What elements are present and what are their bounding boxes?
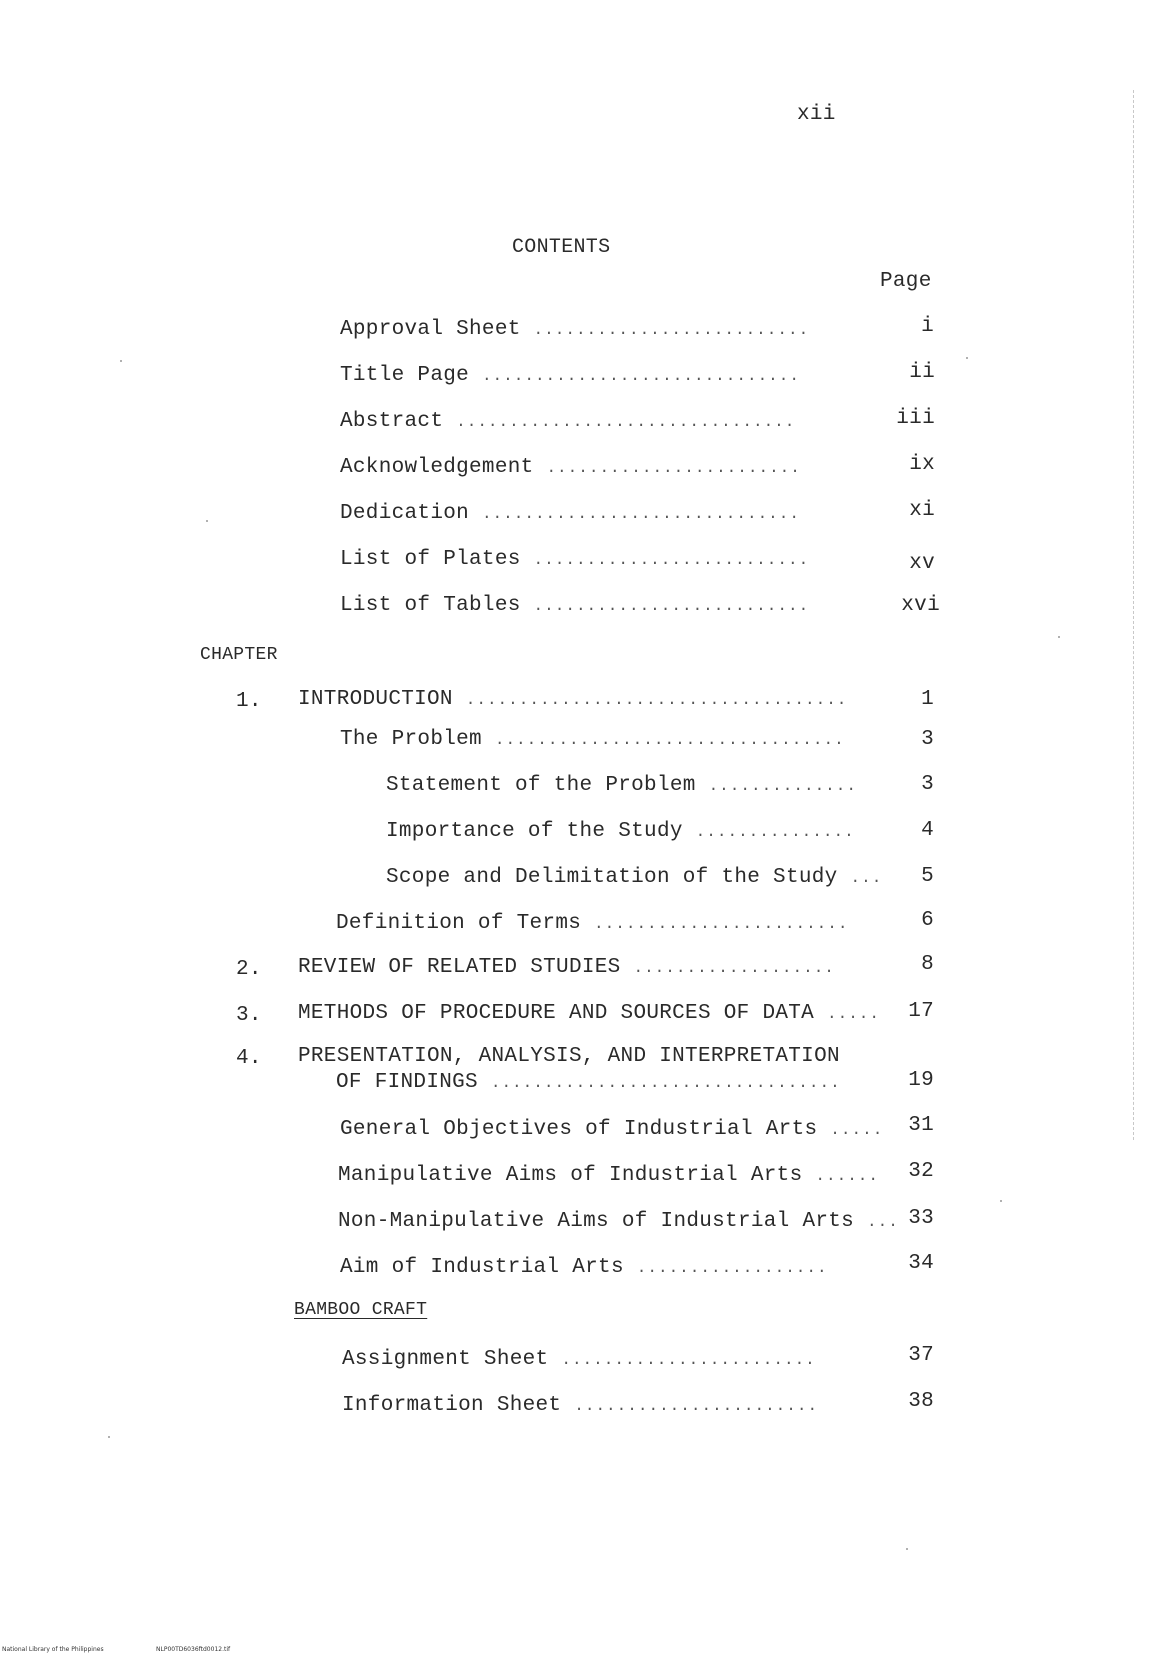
entry-label-line1: PRESENTATION, ANALYSIS, AND INTERPRETATION	[298, 1045, 840, 1068]
leader-dots: ..............	[708, 777, 857, 795]
entry-label: Abstract	[340, 410, 444, 433]
entry-label: Acknowledgement	[340, 456, 534, 479]
entry-page: 34	[908, 1252, 934, 1275]
entry-page: 38	[908, 1390, 934, 1413]
leader-dots: .....	[827, 1005, 881, 1023]
toc-entry	[340, 502, 800, 525]
entry-label: Importance of the Study	[386, 820, 683, 843]
entry-label: Non-Manipulative Aims of Industrial Arts	[338, 1210, 855, 1233]
entry-page: 5	[921, 865, 934, 888]
entry-label: Approval Sheet	[340, 318, 521, 341]
leader-dots: ..................	[636, 1259, 828, 1277]
entry-page: 19	[908, 1069, 934, 1092]
scan-edge	[1132, 90, 1134, 1140]
toc-entry	[386, 866, 882, 889]
page-number: xii	[797, 103, 836, 126]
scan-speck	[966, 357, 968, 359]
leader-dots: .......................	[574, 1397, 819, 1415]
scan-speck	[108, 1436, 110, 1438]
entry-page: 3	[921, 773, 934, 796]
entry-label: The Problem	[340, 728, 482, 751]
toc-entry	[340, 594, 809, 617]
entry-page: 1	[921, 688, 934, 711]
toc-entry	[386, 820, 855, 843]
leader-dots: ....................................	[465, 691, 848, 709]
leader-dots: ..............................	[481, 505, 800, 523]
entry-label: Manipulative Aims of Industrial Arts	[338, 1164, 803, 1187]
leader-dots: ..........................	[533, 551, 810, 569]
toc-entry	[336, 1071, 841, 1094]
leader-dots: ...	[850, 869, 883, 887]
leader-dots: ......	[815, 1167, 879, 1185]
toc-entry	[340, 318, 809, 341]
entry-page: 3	[921, 728, 934, 751]
leader-dots: ..........................	[533, 597, 810, 615]
toc-entry	[338, 1164, 879, 1187]
entry-label: Aim of Industrial Arts	[340, 1256, 624, 1279]
toc-entry	[340, 456, 801, 479]
entry-label: OF FINDINGS	[336, 1071, 478, 1094]
entry-page: 32	[908, 1160, 934, 1183]
toc-entry	[340, 1118, 883, 1141]
scan-speck	[1000, 1200, 1002, 1202]
entry-page: xvi	[901, 594, 940, 617]
page-column-header: Page	[880, 270, 932, 293]
entry-page: 17	[908, 1000, 934, 1023]
toc-entry	[298, 1002, 880, 1025]
toc-entry	[340, 728, 845, 751]
leader-dots: ................................	[456, 413, 796, 431]
entry-label: List of Tables	[340, 594, 521, 617]
scan-speck	[1058, 636, 1060, 638]
entry-label: Information Sheet	[342, 1394, 562, 1417]
footer-file: NLP00TD6036ftd0012.tif	[156, 1646, 231, 1653]
leader-dots: ..........................	[533, 321, 810, 339]
toc-entry	[340, 548, 809, 571]
leader-dots: ..............................	[481, 367, 800, 385]
leader-dots: ...	[867, 1213, 899, 1231]
page-title: CONTENTS	[512, 236, 611, 259]
entry-label: Title Page	[340, 364, 470, 387]
entry-page: 8	[921, 953, 934, 976]
section-heading: BAMBOO CRAFT	[294, 1300, 428, 1320]
leader-dots: .................................	[494, 731, 845, 749]
entry-page: xv	[909, 552, 935, 575]
chapter-number: 1.	[236, 690, 262, 713]
toc-entry	[340, 364, 800, 387]
entry-label: Scope and Delimitation of the Study	[386, 866, 838, 889]
entry-page: ii	[909, 361, 935, 384]
scan-speck	[906, 1548, 908, 1550]
toc-entry	[298, 688, 847, 711]
entry-page: i	[921, 315, 934, 338]
entry-label: General Objectives of Industrial Arts	[340, 1118, 818, 1141]
chapter-heading: CHAPTER	[200, 645, 278, 665]
entry-page: ix	[909, 453, 935, 476]
entry-label: List of Plates	[340, 548, 521, 571]
scan-speck	[120, 360, 122, 362]
chapter-number: 4.	[236, 1047, 262, 1070]
footer-library: National Library of the Philippines	[2, 1646, 104, 1653]
leader-dots: ........................	[594, 915, 849, 933]
entry-label: Dedication	[340, 502, 470, 525]
toc-entry	[342, 1394, 818, 1417]
entry-page: iii	[896, 407, 935, 430]
toc-entry	[338, 1210, 899, 1233]
entry-page: 31	[908, 1114, 934, 1137]
leader-dots: .................................	[490, 1074, 841, 1092]
entry-label: METHODS OF PROCEDURE AND SOURCES OF DATA	[298, 1002, 815, 1025]
entry-label: INTRODUCTION	[298, 688, 453, 711]
entry-page: 33	[908, 1207, 934, 1230]
toc-entry	[340, 1256, 828, 1279]
entry-label: Definition of Terms	[336, 912, 582, 935]
toc-entry	[342, 1348, 816, 1371]
leader-dots: ...............	[695, 823, 855, 841]
toc-entry	[340, 410, 795, 433]
leader-dots: ........................	[546, 459, 801, 477]
leader-dots: ........................	[561, 1351, 816, 1369]
entry-page: 6	[921, 909, 934, 932]
scan-speck	[206, 520, 208, 522]
chapter-number: 2.	[236, 958, 262, 981]
entry-label: Statement of the Problem	[386, 774, 696, 797]
entry-page: 4	[921, 819, 934, 842]
toc-entry	[386, 774, 857, 797]
toc-entry	[336, 912, 848, 935]
leader-dots: ...................	[633, 959, 835, 977]
chapter-number: 3.	[236, 1004, 262, 1027]
entry-page: 37	[908, 1344, 934, 1367]
leader-dots: .....	[830, 1121, 884, 1139]
entry-page: xi	[909, 499, 935, 522]
toc-entry	[298, 956, 835, 979]
entry-label: REVIEW OF RELATED STUDIES	[298, 956, 621, 979]
entry-label: Assignment Sheet	[342, 1348, 549, 1371]
